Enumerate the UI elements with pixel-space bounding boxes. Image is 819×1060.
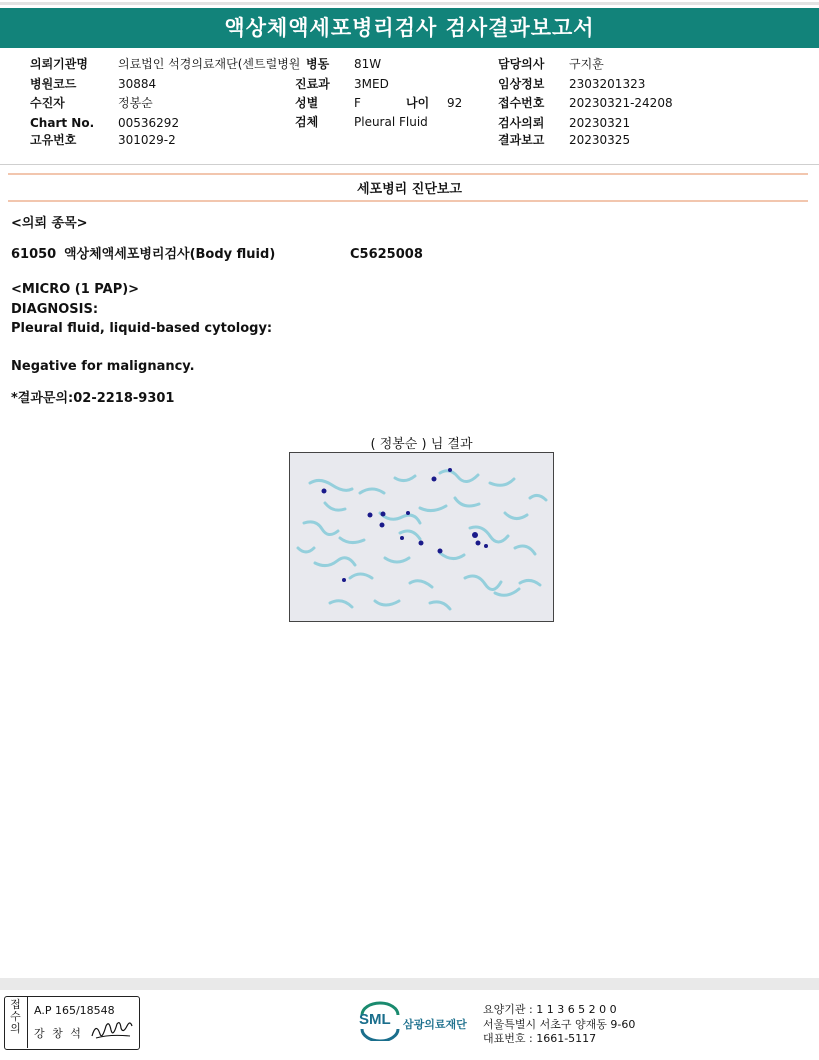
test-code: 61050 [11, 247, 57, 262]
chart-value: 00536292 [118, 116, 180, 130]
age-label: 나이 [406, 96, 430, 110]
result-value: 20230325 [569, 133, 631, 147]
header-divider [0, 164, 819, 165]
request-label: 검사의뢰 [498, 116, 545, 130]
report-title: 액상체액세포병리검사 검사결과보고서 [0, 8, 819, 48]
request-heading: <의뢰 종목> [11, 216, 88, 231]
patient-value: 정봉순 [118, 96, 153, 110]
doctor-label: 담당의사 [498, 57, 545, 71]
department-label: 진료과 [295, 77, 330, 91]
footer-info-1: 요양기관 : 1 1 3 6 5 2 0 0 [483, 1003, 617, 1016]
cytology-micrograph [290, 453, 553, 621]
hospital-code-value: 30884 [118, 77, 157, 91]
clinical-info-label: 임상정보 [498, 77, 545, 91]
footer-info-2: 서울특별시 서초구 양재동 9-60 [483, 1018, 636, 1031]
image-caption: ( 정봉순 ) 님 결과 [370, 437, 473, 452]
patient-label: 수진자 [30, 96, 65, 110]
result-label: 결과보고 [498, 133, 545, 147]
unique-value: 301029-2 [118, 133, 176, 147]
logo-mark: SML [359, 1011, 391, 1028]
diagnosis-specimen: Pleural fluid, liquid-based cytology: [11, 321, 273, 336]
clinical-info-value: 2303201323 [569, 77, 646, 91]
top-rule [0, 2, 819, 5]
institution-value: 의료법인 석경의료재단(센트럴병원 [118, 57, 301, 71]
test-name: 액상체액세포병리검사(Body fluid) [64, 247, 276, 262]
specimen-label: 검체 [295, 115, 319, 129]
department-value: 3MED [354, 77, 389, 91]
sex-label: 성별 [295, 96, 319, 110]
stamp-line-1: A.P 165/18548 [34, 1004, 115, 1017]
section-rule-bottom [8, 200, 808, 202]
cytology-image [289, 452, 554, 622]
reception-value: 20230321-24208 [569, 96, 673, 110]
section-rule-top [8, 173, 808, 175]
section-title: 세포병리 진단보고 [357, 182, 462, 197]
chart-label: Chart No. [30, 116, 95, 130]
footer-rule [0, 978, 819, 990]
stamp-line-2: 강 창 석 [34, 1027, 83, 1040]
request-value: 20230321 [569, 116, 631, 130]
stamp-vertical-text: 접수의 [10, 998, 21, 1035]
signature-icon [90, 1018, 134, 1042]
specimen-value: Pleural Fluid [354, 115, 428, 129]
footer-info-3: 대표번호 : 1661-5117 [483, 1032, 597, 1045]
ward-value: 81W [354, 57, 382, 71]
logo-name: 삼광의료재단 [403, 1018, 467, 1031]
institution-label: 의뢰기관명 [30, 57, 88, 71]
inquiry-phone: *결과문의:02-2218-9301 [11, 391, 175, 406]
reception-label: 접수번호 [498, 96, 545, 110]
unique-label: 고유번호 [30, 133, 77, 147]
diagnosis-result: Negative for malignancy. [11, 359, 195, 374]
diagnosis-label: DIAGNOSIS: [11, 302, 99, 317]
age-value: 92 [447, 96, 463, 110]
test-id: C5625008 [350, 247, 423, 262]
doctor-value: 구지훈 [569, 57, 604, 71]
stamp-vertical-label [4, 996, 28, 1048]
hospital-code-label: 병원코드 [30, 77, 77, 91]
ward-label: 병동 [306, 57, 330, 71]
micro-heading: <MICRO (1 PAP)> [11, 282, 140, 297]
sex-value: F [354, 96, 361, 110]
